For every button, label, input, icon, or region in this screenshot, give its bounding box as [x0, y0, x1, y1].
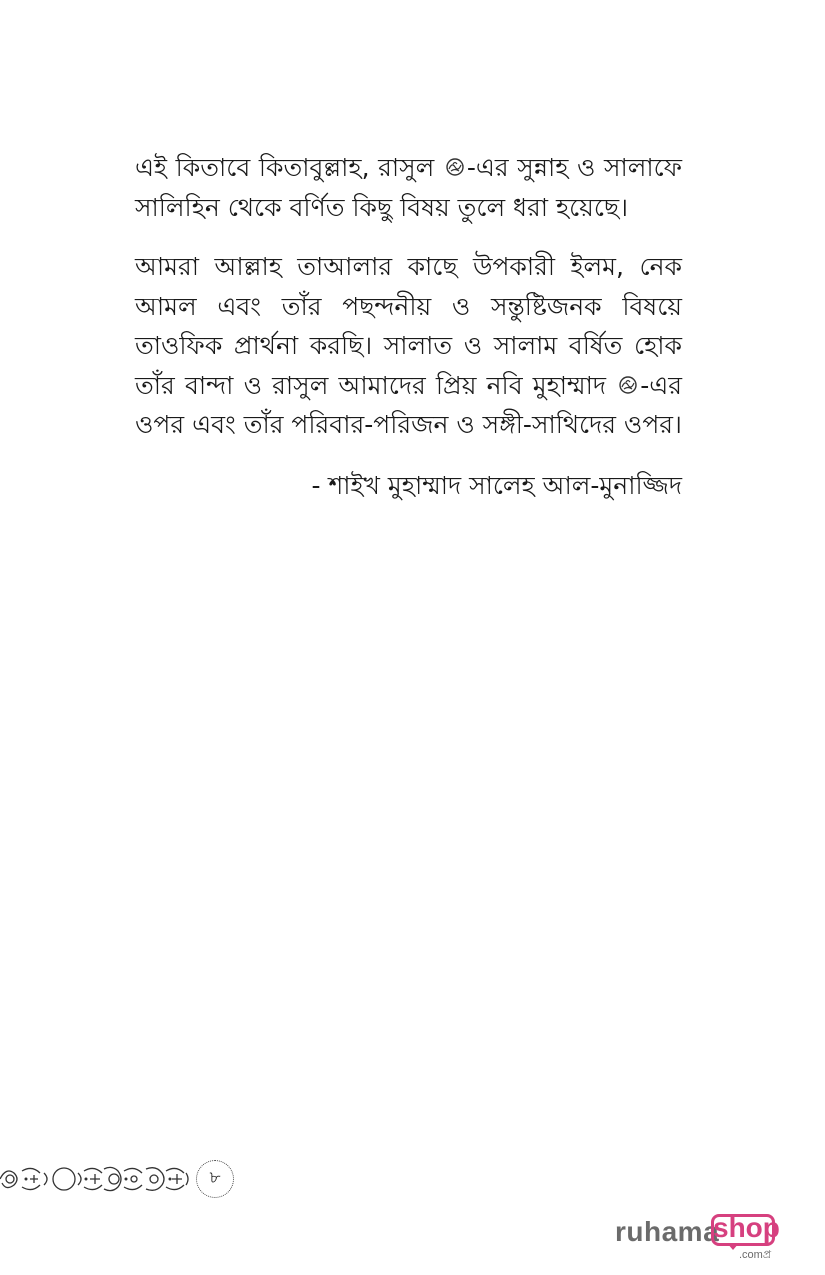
sallallahu-symbol-icon: [617, 374, 639, 396]
logo-com-text: .comপ্র: [739, 1249, 772, 1261]
logo-speech-tail-icon: [727, 1243, 739, 1250]
decorative-border-icon: [0, 1161, 190, 1197]
paragraph-intro-text-2: -এর সুন্নাহ ও সালাফে সালিহিন থেকে বর্ণিত কিছু বিষয় তুলে ধরা হয়েছে।: [135, 153, 682, 222]
page-number: [196, 1160, 234, 1198]
sallallahu-symbol-icon: [444, 156, 466, 178]
logo-ruhama-text: ruhama: [615, 1216, 720, 1247]
author-signature: - শাইখ মুহাম্মাদ সালেহ আল-মুনাজ্জিদ: [311, 470, 682, 500]
paragraph-intro: [135, 148, 682, 227]
paragraph-dua-text-2: -এর ওপর এবং তাঁর পরিবার-পরিজন ও সঙ্গী-সাথিদের ওপর।: [135, 370, 682, 439]
ruhamashop-logo: [615, 1212, 785, 1262]
paragraph-dua-text-1: আমরা আল্লাহ তাআলার কাছে উপকারী ইলম, নেক আমল এবং তাঁর পছন্দনীয় ও সন্তুষ্টিজনক বিষয়ে তাওফিক প্রার্থনা করছি। সালাত ও সালাম বর্ষিত হোক তাঁর বান্দা ও রাসুল আমাদের প্রিয় নবি মুহাম্মাদ: [135, 252, 682, 400]
page-number-label: ৮: [209, 1168, 221, 1188]
paragraph-dua: [135, 247, 682, 445]
logo-shop-text: shop: [713, 1212, 780, 1243]
main-text: [135, 148, 682, 505]
paragraph-intro-text-1: এই কিতাবে কিতাবুল্লাহ, রাসুল: [135, 153, 443, 182]
